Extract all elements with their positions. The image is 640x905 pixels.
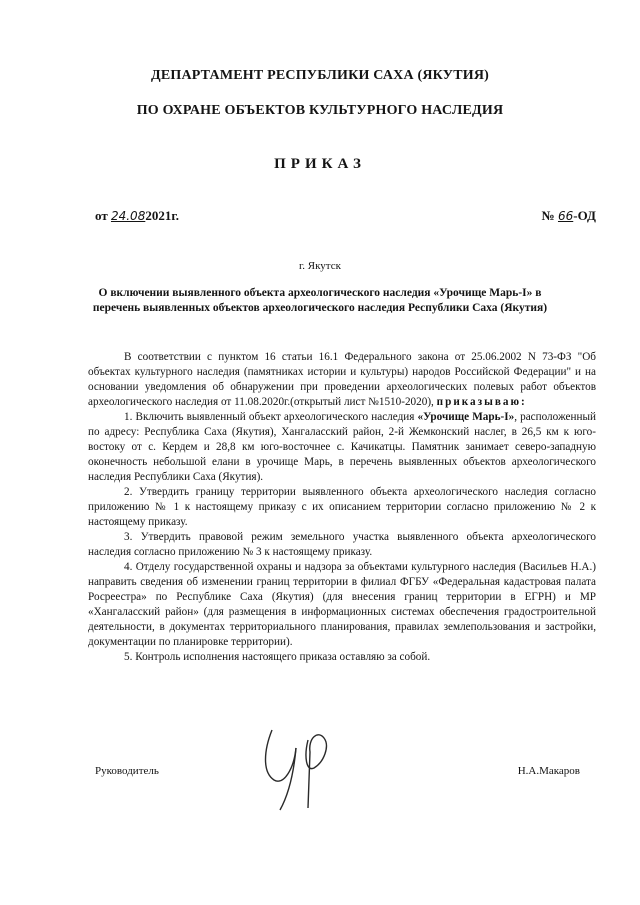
preamble-keyword: приказываю: — [436, 396, 527, 408]
signatory-role: Руководитель — [95, 765, 159, 777]
item-1-start: 1. Включить выявленный объект археологического наследия — [124, 411, 415, 423]
order-subject: О включении выявленного объекта археологического наследия «Урочище Марь-I» в перечень выявленных объектов археологического наследия Республики Саха (Якутия) — [92, 287, 548, 314]
number-handwritten: 66 — [557, 209, 574, 223]
order-body — [88, 350, 596, 665]
item-5: 5. Контроль исполнения настоящего приказа оставляю за собой. — [124, 651, 431, 663]
city-line: г. Якутск — [299, 260, 341, 272]
date-suffix: 2021г. — [145, 208, 180, 223]
date-prefix: от — [95, 208, 108, 223]
item-2: 2. Утвердить границу территории выявленного объекта археологического наследия согласно приложению № 1 к настоящему приказу с их описанием территории согласно приложению № 2 к настоящему приказу. — [88, 486, 596, 528]
department-title-line2: ПО ОХРАНЕ ОБЪЕКТОВ КУЛЬТУРНОГО НАСЛЕДИЯ — [136, 103, 504, 118]
item-3: 3. Утвердить правовой режим земельного участка выявленного объекта археологического наследия согласно приложению № 3 к настоящему приказу. — [88, 531, 596, 558]
date-handwritten: 24.08 — [110, 209, 146, 223]
item-1 — [88, 410, 596, 485]
document-date — [95, 208, 179, 224]
number-suffix: -ОД — [573, 208, 596, 223]
signatory-name: Н.А.Макаров — [517, 765, 580, 777]
item-1-object-name: «Урочище Марь-I» — [417, 411, 515, 423]
preamble-paragraph — [88, 350, 596, 410]
number-prefix: № — [541, 208, 555, 223]
document-type-title: ПРИКАЗ — [274, 156, 366, 172]
item-1-rest: , расположенный по адресу: Республика Саха (Якутия), Хангаласский район, 2-й Жемконский наслег, в 26,5 км к юго-востоку от с. Кердем и 28,8 км юго-восточнее с. Качикатцы. Памятник занимает северо-западную оконечность небольшой елани в урочище Марь, в перечень выявленных объектов археологического наследия Республики Саха (Якутия). — [88, 411, 596, 483]
item-4: 4. Отделу государственной охраны и надзора за объектами культурного наследия (Васильев Н.А.) направить сведения об изменении границ территории в филиал ФГБУ «Федеральная кадастровая палата Росреестра» по Республике Саха (Якутия) (для внесения границ территории в ЕГРН) и МР «Хангаласский район» (для размещения в информационных системах обеспечения градостроительной деятельности, в документах территориального планирования, правилах землепользования и застройки, документации по планировке территории). — [88, 561, 596, 648]
document-number — [542, 208, 596, 224]
department-title-line1: ДЕПАРТАМЕНТ РЕСПУБЛИКИ САХА (ЯКУТИЯ) — [150, 68, 490, 83]
handwritten-signature — [250, 710, 350, 820]
preamble-text: В соответствии с пунктом 16 статьи 16.1 Федерального закона от 25.06.2002 N 73-ФЗ "Об объектах культурного наследия (памятниках истории и культуры) народов Российской Федерации" и на основании уведомления об обнаружении при проведении археологических полевых работ объектов археологического наследия от 11.08.2020г.(открытый лист №1510-2020), — [88, 351, 596, 408]
